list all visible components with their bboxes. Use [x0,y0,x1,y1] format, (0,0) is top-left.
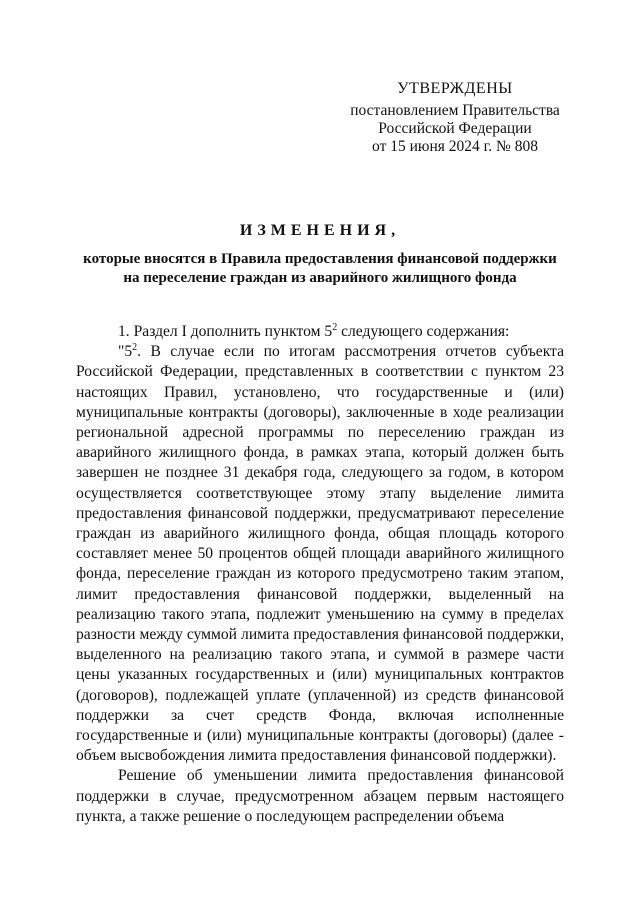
approval-line-3: от 15 июня 2024 г. № 808 [372,138,538,155]
paragraph-3: Решение об уменьшении лимита предоставления финансовой поддержки в случае, предусмотренном абзацем первым настоящего пункта, а также решение о последующем распределении объема [76,767,564,825]
paragraph-1-superscript: 2 [332,321,338,333]
document-body [76,322,564,827]
subtitle-line-1: которые вносятся в Правила предоставления финансовой поддержки [83,251,557,267]
approval-heading: УТВЕРЖДЕНЫ [397,80,513,97]
subtitle-line-2: на переселение граждан из аварийного жилищного фонда [123,270,517,286]
paragraph-2-text-end: . В случае если по итогам рассмотрения отчетов субъекта Российской Федерации, представленных в соответствии с пунктом 23 настоящих Правил, установлено, что государственные и (или) муниципальные контракты (договоры), заключенные в ходе реализации региональной адресной программы по переселению граждан из аварийного жилищного фонда, в рамках этапа, который должен быть завершен не позднее 31 декабря года, следующего за годом, в котором осуществляется соответствующее этому этапу выделение лимита предоставления финансовой поддержки, предусматривают переселение граждан из аварийного жилищного фонда, общая площадь которого составляет менее 50 процентов общей площади аварийного жилищного фонда, переселение граждан из которого предусмотрено таким этапом, лимит предоставления финансовой поддержки, выделенный на реализацию такого этапа, подлежит уменьшению на сумму в пределах разности между суммой лимита предоставления финансовой поддержки, выделенного на реализацию такого этапа, и суммой в размере части цены указанных государственных и (или) муниципальных контрактов (договоров), подлежащей уплате (уплаченной) из средств финансовой поддержки за счет средств Фонда, включая исполненные государственные и (или) муниципальные контракты (договоры) (далее - объем высвобождения лимита предоставления финансовой поддержки). [76,343,564,765]
approval-line-1: постановлением Правительства [350,102,560,119]
paragraph-2-text: "5 [118,343,133,361]
paragraph-2 [76,342,564,766]
paragraph-1 [76,322,564,342]
approval-block [330,80,580,156]
document-subtitle [60,250,580,288]
approval-line-2: Российской Федерации [378,120,532,137]
paragraph-2-superscript: 2 [132,342,138,354]
paragraph-1-text-end: следующего содержания: [337,323,510,340]
document-title: ИЗМЕНЕНИЯ, [239,222,401,239]
paragraph-1-text: 1. Раздел I дополнить пунктом 5 [118,323,333,340]
